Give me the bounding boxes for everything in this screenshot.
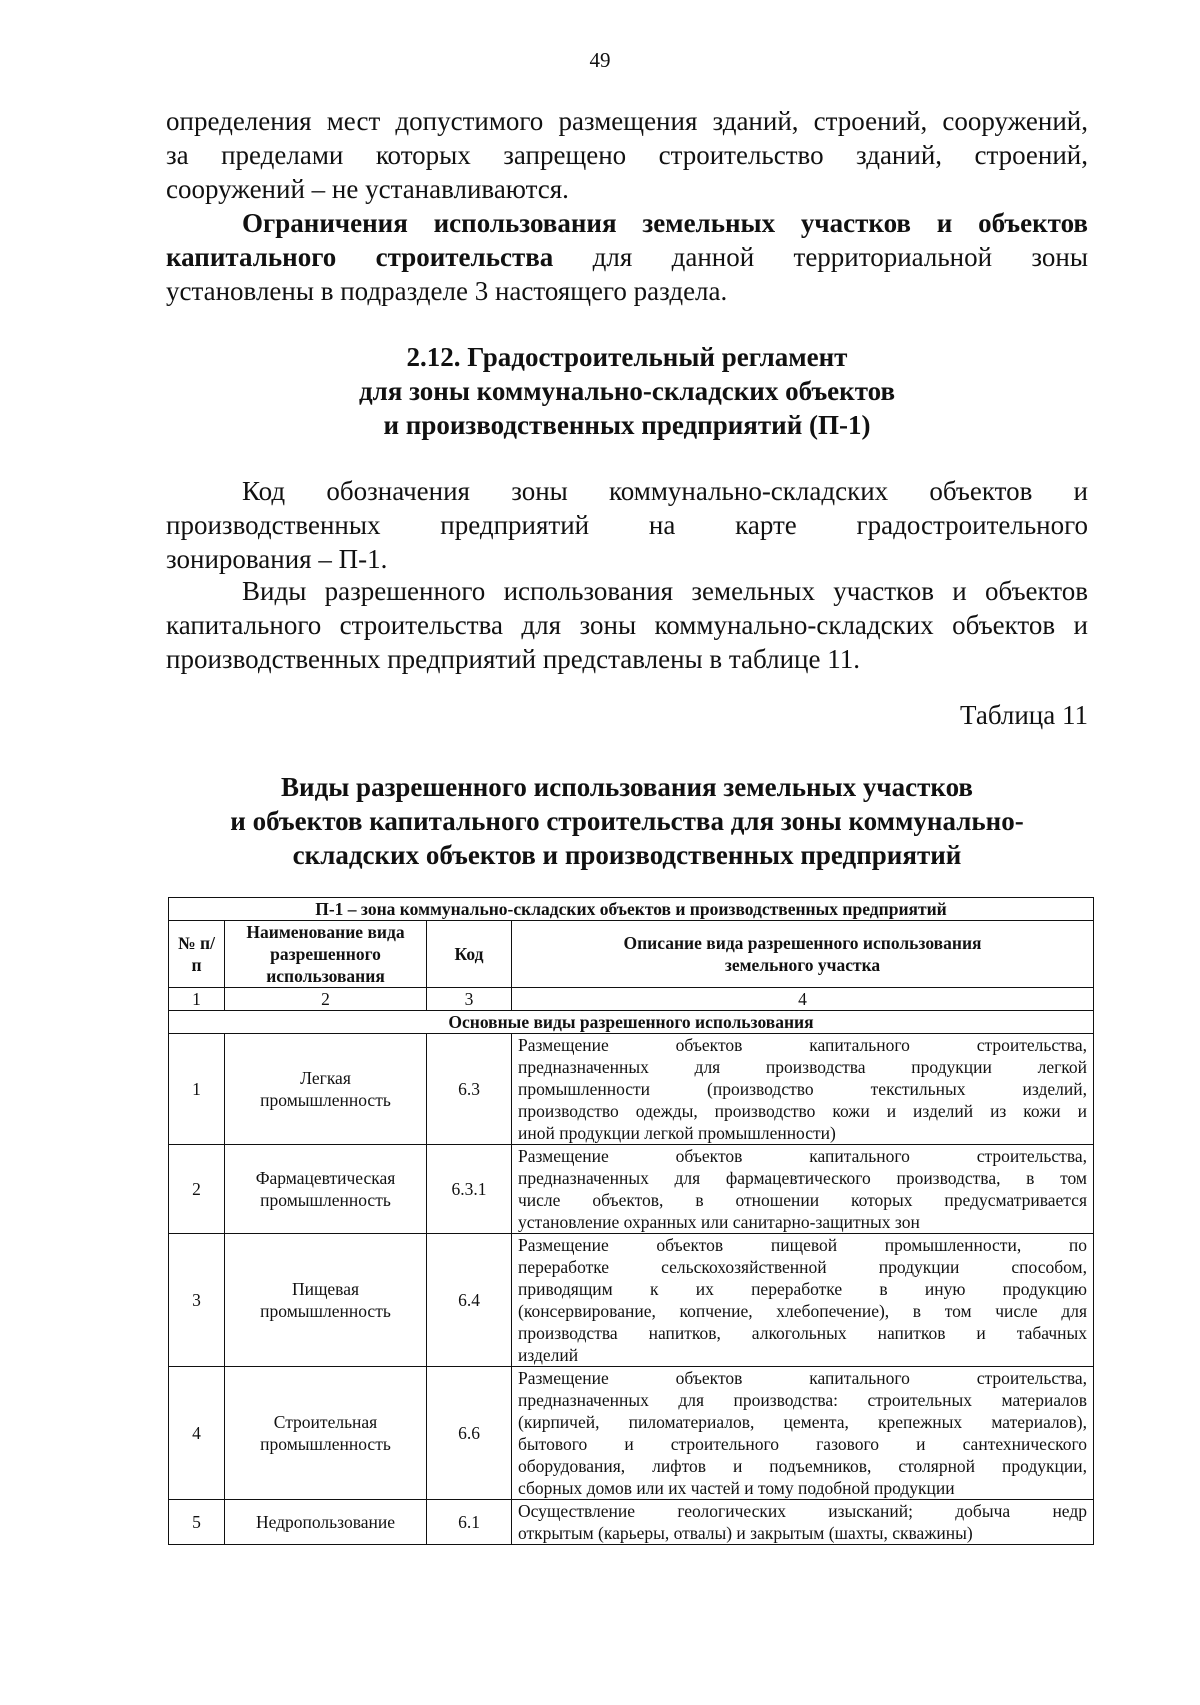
col-number: 2 <box>225 988 427 1011</box>
row-description <box>512 1500 1094 1545</box>
regulation-table <box>168 897 1094 1545</box>
col-number: 4 <box>512 988 1094 1011</box>
description-line: бытового и строительного газового и сантехнического <box>518 1434 1087 1454</box>
row-code: 6.4 <box>427 1234 512 1367</box>
description-line: (консервирование, копчение, хлебопечение), в том числе для <box>518 1301 1087 1321</box>
col-header-desc: Описание вида разрешенного использования земельного участка <box>512 921 1094 988</box>
restriction-line-2 <box>166 240 1088 274</box>
description-line: приводящим к их переработке в иную продукцию <box>518 1279 1087 1299</box>
code-paragraph <box>166 474 1088 576</box>
zone-header-row <box>169 898 1094 921</box>
row-description <box>512 1034 1094 1145</box>
table-title-line-2: и объектов капитального строительства для зоны коммунально- <box>230 806 1024 836</box>
restriction-line-1: Ограничения использования земельных участков и объектов <box>242 208 1088 238</box>
row-code: 6.1 <box>427 1500 512 1545</box>
table-title-line-3: складских объектов и производственных предприятий <box>292 840 962 870</box>
types-paragraph <box>166 574 1088 676</box>
table-title-line-1: Виды разрешенного использования земельных участков <box>281 772 973 802</box>
description-line: установление охранных или санитарно-защитных зон <box>518 1212 920 1232</box>
description-line: предназначенных для производства: строительных материалов <box>518 1390 1087 1410</box>
description-line: производства напитков, алкогольных напитков и табачных <box>518 1323 1087 1343</box>
row-name: Пищевая промышленность <box>225 1234 427 1367</box>
row-code: 6.6 <box>427 1367 512 1500</box>
col-header-name: Наименование вида разрешенного использования <box>225 921 427 988</box>
row-number: 3 <box>169 1234 225 1367</box>
table-body <box>169 1034 1094 1545</box>
restriction-normal-2: для данной территориальной зоны <box>553 242 1088 272</box>
description-line: промышленности (производство текстильных изделий, <box>518 1079 1087 1099</box>
description-line: переработке сельскохозяйственной продукции способом, <box>518 1257 1087 1277</box>
table-title <box>166 770 1088 872</box>
row-number: 1 <box>169 1034 225 1145</box>
section-row <box>169 1011 1094 1034</box>
row-number: 5 <box>169 1500 225 1545</box>
row-name: Недропользование <box>225 1500 427 1545</box>
description-line: открытым (карьеры, отвалы) и закрытым (шахты, скважины) <box>518 1523 973 1543</box>
description-line: Размещение объектов капитального строительства, <box>518 1368 1087 1388</box>
column-header-row <box>169 921 1094 988</box>
row-name: Строительная промышленность <box>225 1367 427 1500</box>
section-heading-line-3: и производственных предприятий (П-1) <box>383 410 871 440</box>
row-code: 6.3 <box>427 1034 512 1145</box>
row-description <box>512 1367 1094 1500</box>
table-row <box>169 1500 1094 1545</box>
section-heading-line-1: 2.12. Градостроительный регламент <box>406 342 848 372</box>
code-line-2: производственных предприятий на карте градостроительного <box>166 510 1088 540</box>
restriction-bold-2: капитального строительства <box>166 242 554 272</box>
description-line: сборных домов или их частей и тому подобной продукции <box>518 1478 955 1498</box>
intro-line-3: сооружений – не устанавливаются. <box>166 174 569 204</box>
col-header-num: № п/п <box>169 921 225 988</box>
row-number: 2 <box>169 1145 225 1234</box>
description-line: производство одежды, производство кожи и изделий из кожи и <box>518 1101 1087 1121</box>
row-number: 4 <box>169 1367 225 1500</box>
row-name: Легкая промышленность <box>225 1034 427 1145</box>
description-line: Размещение объектов капитального строительства, <box>518 1146 1087 1166</box>
description-line: изделий <box>518 1345 579 1365</box>
description-line: иной продукции легкой промышленности) <box>518 1123 836 1143</box>
row-description <box>512 1145 1094 1234</box>
restriction-paragraph <box>166 206 1088 308</box>
zone-header: П-1 – зона коммунально-складских объектов и производственных предприятий <box>169 898 1094 921</box>
col-number: 1 <box>169 988 225 1011</box>
intro-line-2: за пределами которых запрещено строительство зданий, строений, <box>166 140 1088 170</box>
description-line: числе объектов, в отношении которых предусматривается <box>518 1190 1087 1210</box>
description-line: Размещение объектов пищевой промышленности, по <box>518 1235 1087 1255</box>
types-line-1: Виды разрешенного использования земельных участков и объектов <box>242 576 1088 606</box>
table-caption: Таблица 11 <box>960 700 1088 730</box>
row-code: 6.3.1 <box>427 1145 512 1234</box>
col-number: 3 <box>427 988 512 1011</box>
code-line-1: Код обозначения зоны коммунально-складских объектов и <box>242 476 1088 506</box>
section-label: Основные виды разрешенного использования <box>169 1011 1094 1034</box>
table-row <box>169 1145 1094 1234</box>
description-line: предназначенных для производства продукции легкой <box>518 1057 1087 1077</box>
column-number-row <box>169 988 1094 1011</box>
section-heading-line-2: для зоны коммунально-складских объектов <box>358 376 896 406</box>
table-row <box>169 1367 1094 1500</box>
intro-line-1: определения мест допустимого размещения зданий, строений, сооружений, <box>166 106 1088 136</box>
description-line: (кирпичей, пиломатериалов, цемента, крепежных материалов), <box>518 1412 1087 1432</box>
section-heading <box>166 340 1088 442</box>
description-line: предназначенных для фармацевтического производства, в том <box>518 1168 1087 1188</box>
code-line-3: зонирования – П-1. <box>166 544 388 574</box>
intro-paragraph <box>166 104 1088 206</box>
description-line: оборудования, лифтов и подъемников, столярной продукции, <box>518 1456 1087 1476</box>
restriction-line-3: установлены в подразделе 3 настоящего раздела. <box>166 276 728 306</box>
types-line-2: капитального строительства для зоны коммунально-складских объектов и <box>166 610 1088 640</box>
table-row <box>169 1034 1094 1145</box>
description-line: Осуществление геологических изысканий; добыча недр <box>518 1501 1087 1521</box>
row-description <box>512 1234 1094 1367</box>
row-name: Фармацевтическая промышленность <box>225 1145 427 1234</box>
table-row <box>169 1234 1094 1367</box>
types-line-3: производственных предприятий представлены в таблице 11. <box>166 644 860 674</box>
description-line: Размещение объектов капитального строительства, <box>518 1035 1087 1055</box>
col-header-code: Код <box>427 921 512 988</box>
page-number: 49 <box>589 48 611 72</box>
